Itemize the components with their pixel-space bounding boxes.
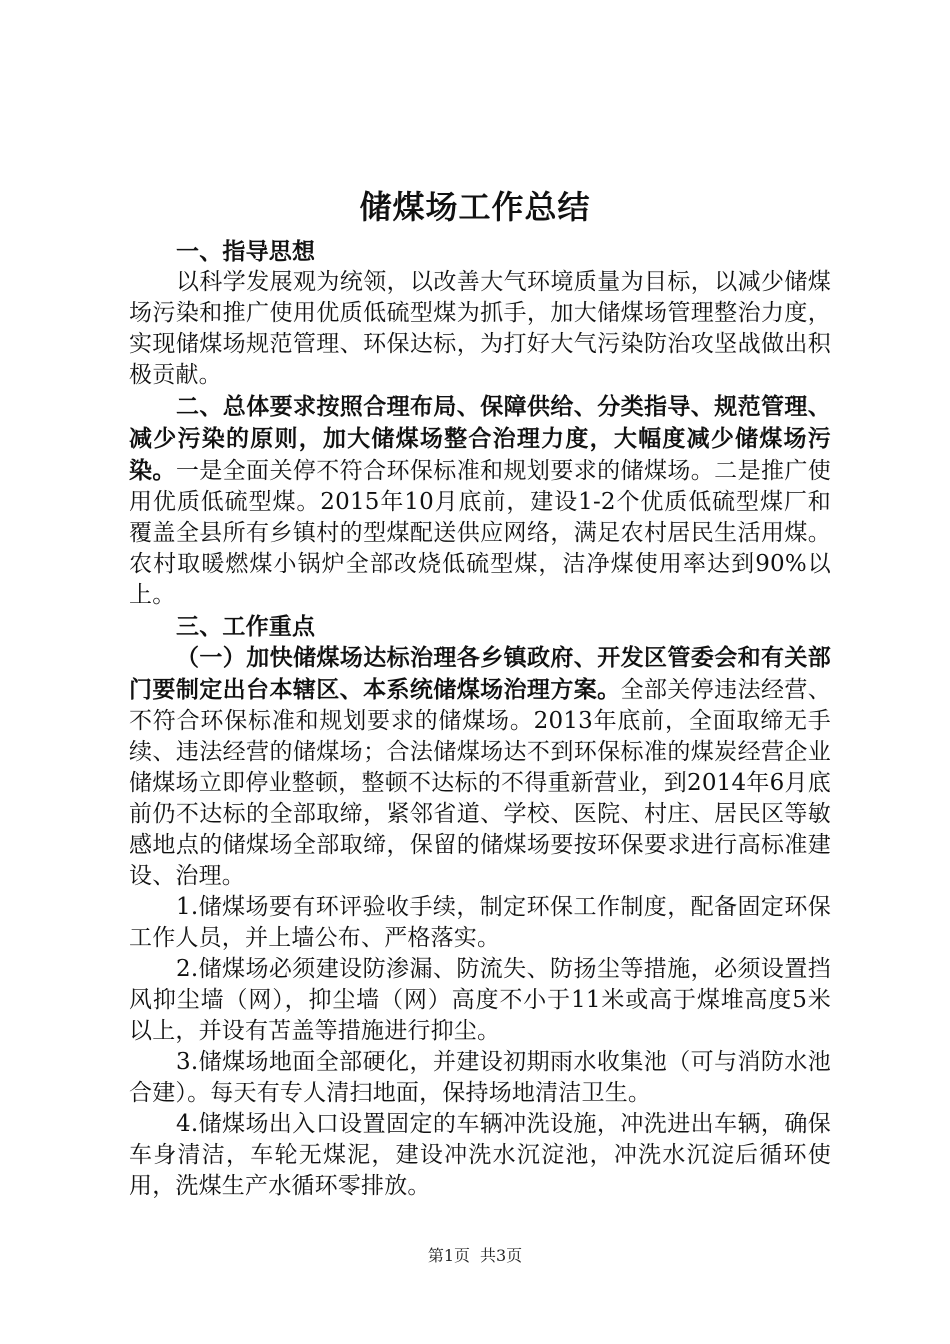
- paragraph-lead-bold: 二、总体要求按照合理布局、保障供给、分类指导、规范管理、减少污染的原则，加大储煤场整合治理力度，大幅度减少储煤场污染。: [129, 393, 831, 484]
- paragraph-text: 全部关停违法经营、不符合环保标准和规划要求的储煤场。2013年底前，全面取缔无手续、违法经营的储煤场；合法储煤场达不到环保标准的煤炭经营企业储煤场立即停业整顿，整顿不达标的不得重新营业，到2014年6月底前仍不达标的全部取缔，紧邻省道、学校、医院、村庄、居民区等敏感地点的储煤场全部取缔，保留的储煤场要按环保要求进行高标准建设、治理。: [129, 677, 831, 889]
- paragraph-text: 一是全面关停不符合环保标准和规划要求的储煤场。二是推广使用优质低硫型煤。2015年10月底前，建设1-2个优质低硫型煤厂和覆盖全县所有乡镇村的型煤配送供应网络，满足农村居民生活用煤。农村取暖燃煤小锅炉全部改烧低硫型煤，洁净煤使用率达到90%以上。: [129, 458, 831, 608]
- paragraph-general-requirements: [129, 391, 831, 611]
- page-number: 第1页: [427, 1246, 470, 1265]
- paragraph-governance: [129, 642, 831, 892]
- section-heading-work-focus: 三、工作重点: [176, 613, 316, 640]
- page-total: 共3页: [480, 1246, 523, 1265]
- section-heading-guiding-thought: 一、指导思想: [176, 238, 316, 265]
- list-item-1: 1.储煤场要有环评验收手续，制定环保工作制度，配备固定环保工作人员，并上墙公布、严格落实。: [129, 894, 831, 951]
- list-item-4: 4.储煤场出入口设置固定的车辆冲洗设施，冲洗进出车辆，确保车身清洁，车轮无煤泥，建设冲洗水沉淀池，冲洗水沉淀后循环使用，洗煤生产水循环零排放。: [129, 1111, 831, 1199]
- list-item-2: 2.储煤场必须建设防渗漏、防流失、防扬尘等措施，必须设置挡风抑尘墙（网），抑尘墙（网）高度不小于11米或高于煤堆高度5米以上，并设有苫盖等措施进行抑尘。: [129, 956, 831, 1044]
- paragraph-guiding-thought: 以科学发展观为统领，以改善大气环境质量为目标，以减少储煤场污染和推广使用优质低硫型煤为抓手，加大储煤场管理整治力度，实现储煤场规范管理、环保达标，为打好大气污染防治攻坚战做出积极贡献。: [129, 269, 831, 388]
- page-footer: [0, 1245, 950, 1267]
- document-body: [129, 236, 831, 1202]
- document-title: 储煤场工作总结: [359, 188, 591, 226]
- paragraph-lead-bold: （一）加快储煤场达标治理各乡镇政府、开发区管委会和有关部门要制定出台本辖区、本系统储煤场治理方案。: [129, 644, 831, 703]
- list-item-3: 3.储煤场地面全部硬化，并建设初期雨水收集池（可与消防水池合建）。每天有专人清扫地面，保持场地清洁卫生。: [129, 1049, 831, 1106]
